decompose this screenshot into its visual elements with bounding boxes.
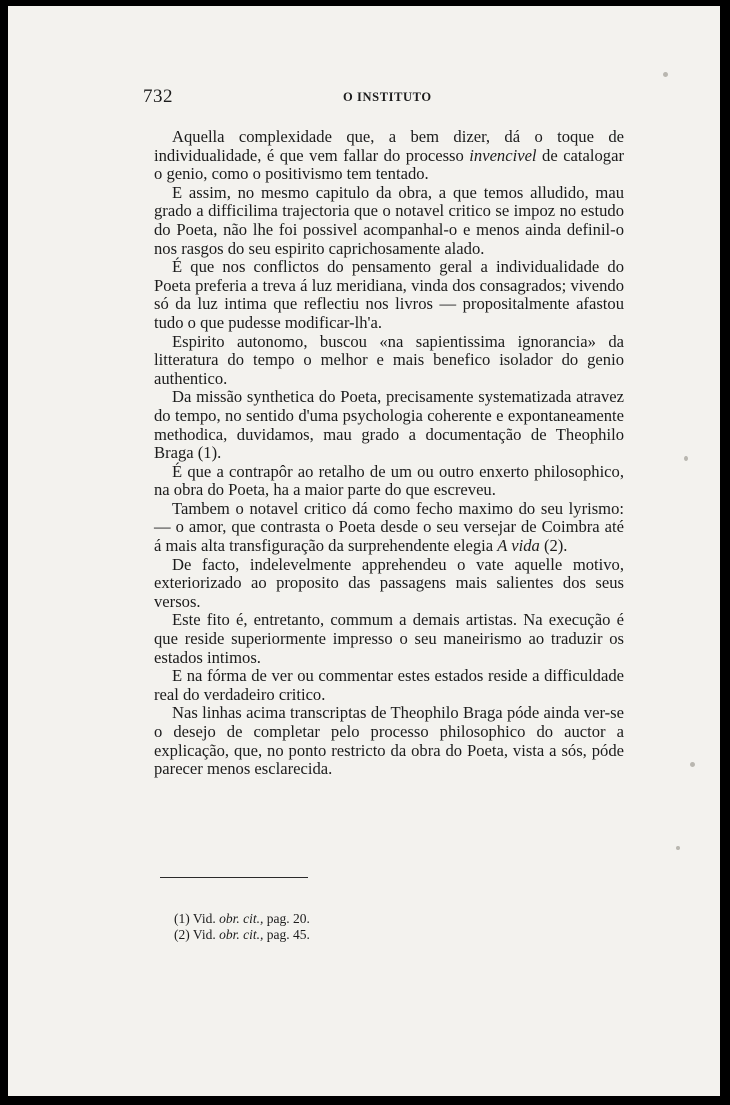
paragraph-text: É que a contrapôr ao retalho de um ou outro enxerto philosophico, na obra do Poeta, ha a maior parte do que escreveu. — [154, 461, 624, 500]
italic-text: invencivel — [469, 145, 537, 165]
body-text — [154, 128, 624, 779]
footnote-mark: (2) — [174, 927, 190, 942]
paragraph-text: (2). — [539, 536, 568, 556]
paper-speck — [690, 762, 695, 767]
paragraph — [154, 556, 624, 612]
footnotes — [174, 911, 474, 943]
paragraph — [154, 463, 624, 500]
paragraph-text: Espirito autonomo, buscou «na sapientissima ignorancia» da litteratura do tempo o melhor e mais benefico isolador do genio authentico. — [154, 331, 624, 388]
paragraph — [154, 704, 624, 778]
running-title: O INSTITUTO — [343, 90, 432, 104]
paragraph-text: Este fito é, entretanto, commum a demais artistas. Na execução é que reside superiormente impresso o seu maneirismo ao traduzir os estados intimos. — [154, 610, 624, 667]
paragraph-text: De facto, indelevelmente apprehendeu o vate aquelle motivo, exteriorizado ao proposito das passagens mais salientes dos seus versos. — [154, 554, 624, 611]
paragraph-text: É que nos conflictos do pensamento geral a individualidade do Poeta preferia a treva á luz meridiana, vinda dos consagrados; vivendo só da luz intima que reflectiu nos livros — propositalmente afastou tudo o que pudesse modificar-lh'a. — [154, 257, 624, 332]
paper-speck — [684, 456, 688, 461]
paragraph — [154, 184, 624, 258]
footnote-ref: Vid. — [192, 927, 220, 942]
page-number: 732 — [143, 86, 173, 107]
paragraph-text: Tambem o notavel critico dá como fecho maximo do seu lyrismo: — o amor, que contrasta o Poeta desde o seu versejar de Coimbra até á mais alta transfiguração da surprehendente elegia — [154, 498, 624, 556]
footnote — [174, 927, 474, 943]
scanned-page — [8, 6, 720, 1096]
footnote-page: pag. 45. — [263, 927, 310, 942]
footnote-mark: (1) — [174, 911, 190, 926]
italic-text: A vida — [497, 536, 540, 556]
paragraph — [154, 611, 624, 667]
footnote — [174, 911, 474, 927]
footnote-italic: obr. cit., — [219, 927, 264, 942]
paragraph-text: E assim, no mesmo capitulo da obra, a que temos alludido, mau grado a difficilima trajectoria que o notavel critico se impoz no estudo do Poeta, não lhe foi possivel acompanhal-o e menos ainda definil-o nos rasgos do seu espirito caprichosamente alado. — [154, 182, 624, 258]
footnote-ref: Vid. — [192, 911, 220, 926]
paragraph — [154, 258, 624, 332]
paragraph-text: de catalogar o genio, como o positivismo tem tentado. — [154, 145, 624, 184]
footnote-page: pag. 20. — [263, 911, 310, 926]
paper-speck — [676, 846, 680, 850]
paragraph — [154, 333, 624, 389]
paragraph — [154, 388, 624, 462]
page-header — [8, 86, 720, 110]
paragraph — [154, 667, 624, 704]
paragraph-text: Nas linhas acima transcriptas de Theophilo Braga póde ainda ver-se o desejo de completar pelo processo philosophico do auctor a explicação, que, no ponto restricto da obra do Poeta, vista a sós, póde parecer menos esclarecida. — [154, 703, 624, 779]
paragraph-text: Aquella complexidade que, a bem dizer, dá o toque de individualidade, é que vem fallar do processo — [154, 127, 624, 165]
paragraph — [154, 128, 624, 184]
footnote-italic: obr. cit., — [219, 911, 264, 926]
paragraph-text: Da missão synthetica do Poeta, precisamente systematizada atravez do tempo, no sentido d'uma psychologia coherente e expontaneamente methodica, duvidamos, mau grado a documentação de Theophilo Braga (1). — [154, 387, 624, 463]
paragraph — [154, 500, 624, 556]
paper-speck — [663, 72, 668, 77]
footnote-rule — [160, 877, 308, 878]
paragraph-text: E na fórma de ver ou commentar estes estados reside a difficuldade real do verdadeiro critico. — [154, 666, 624, 704]
